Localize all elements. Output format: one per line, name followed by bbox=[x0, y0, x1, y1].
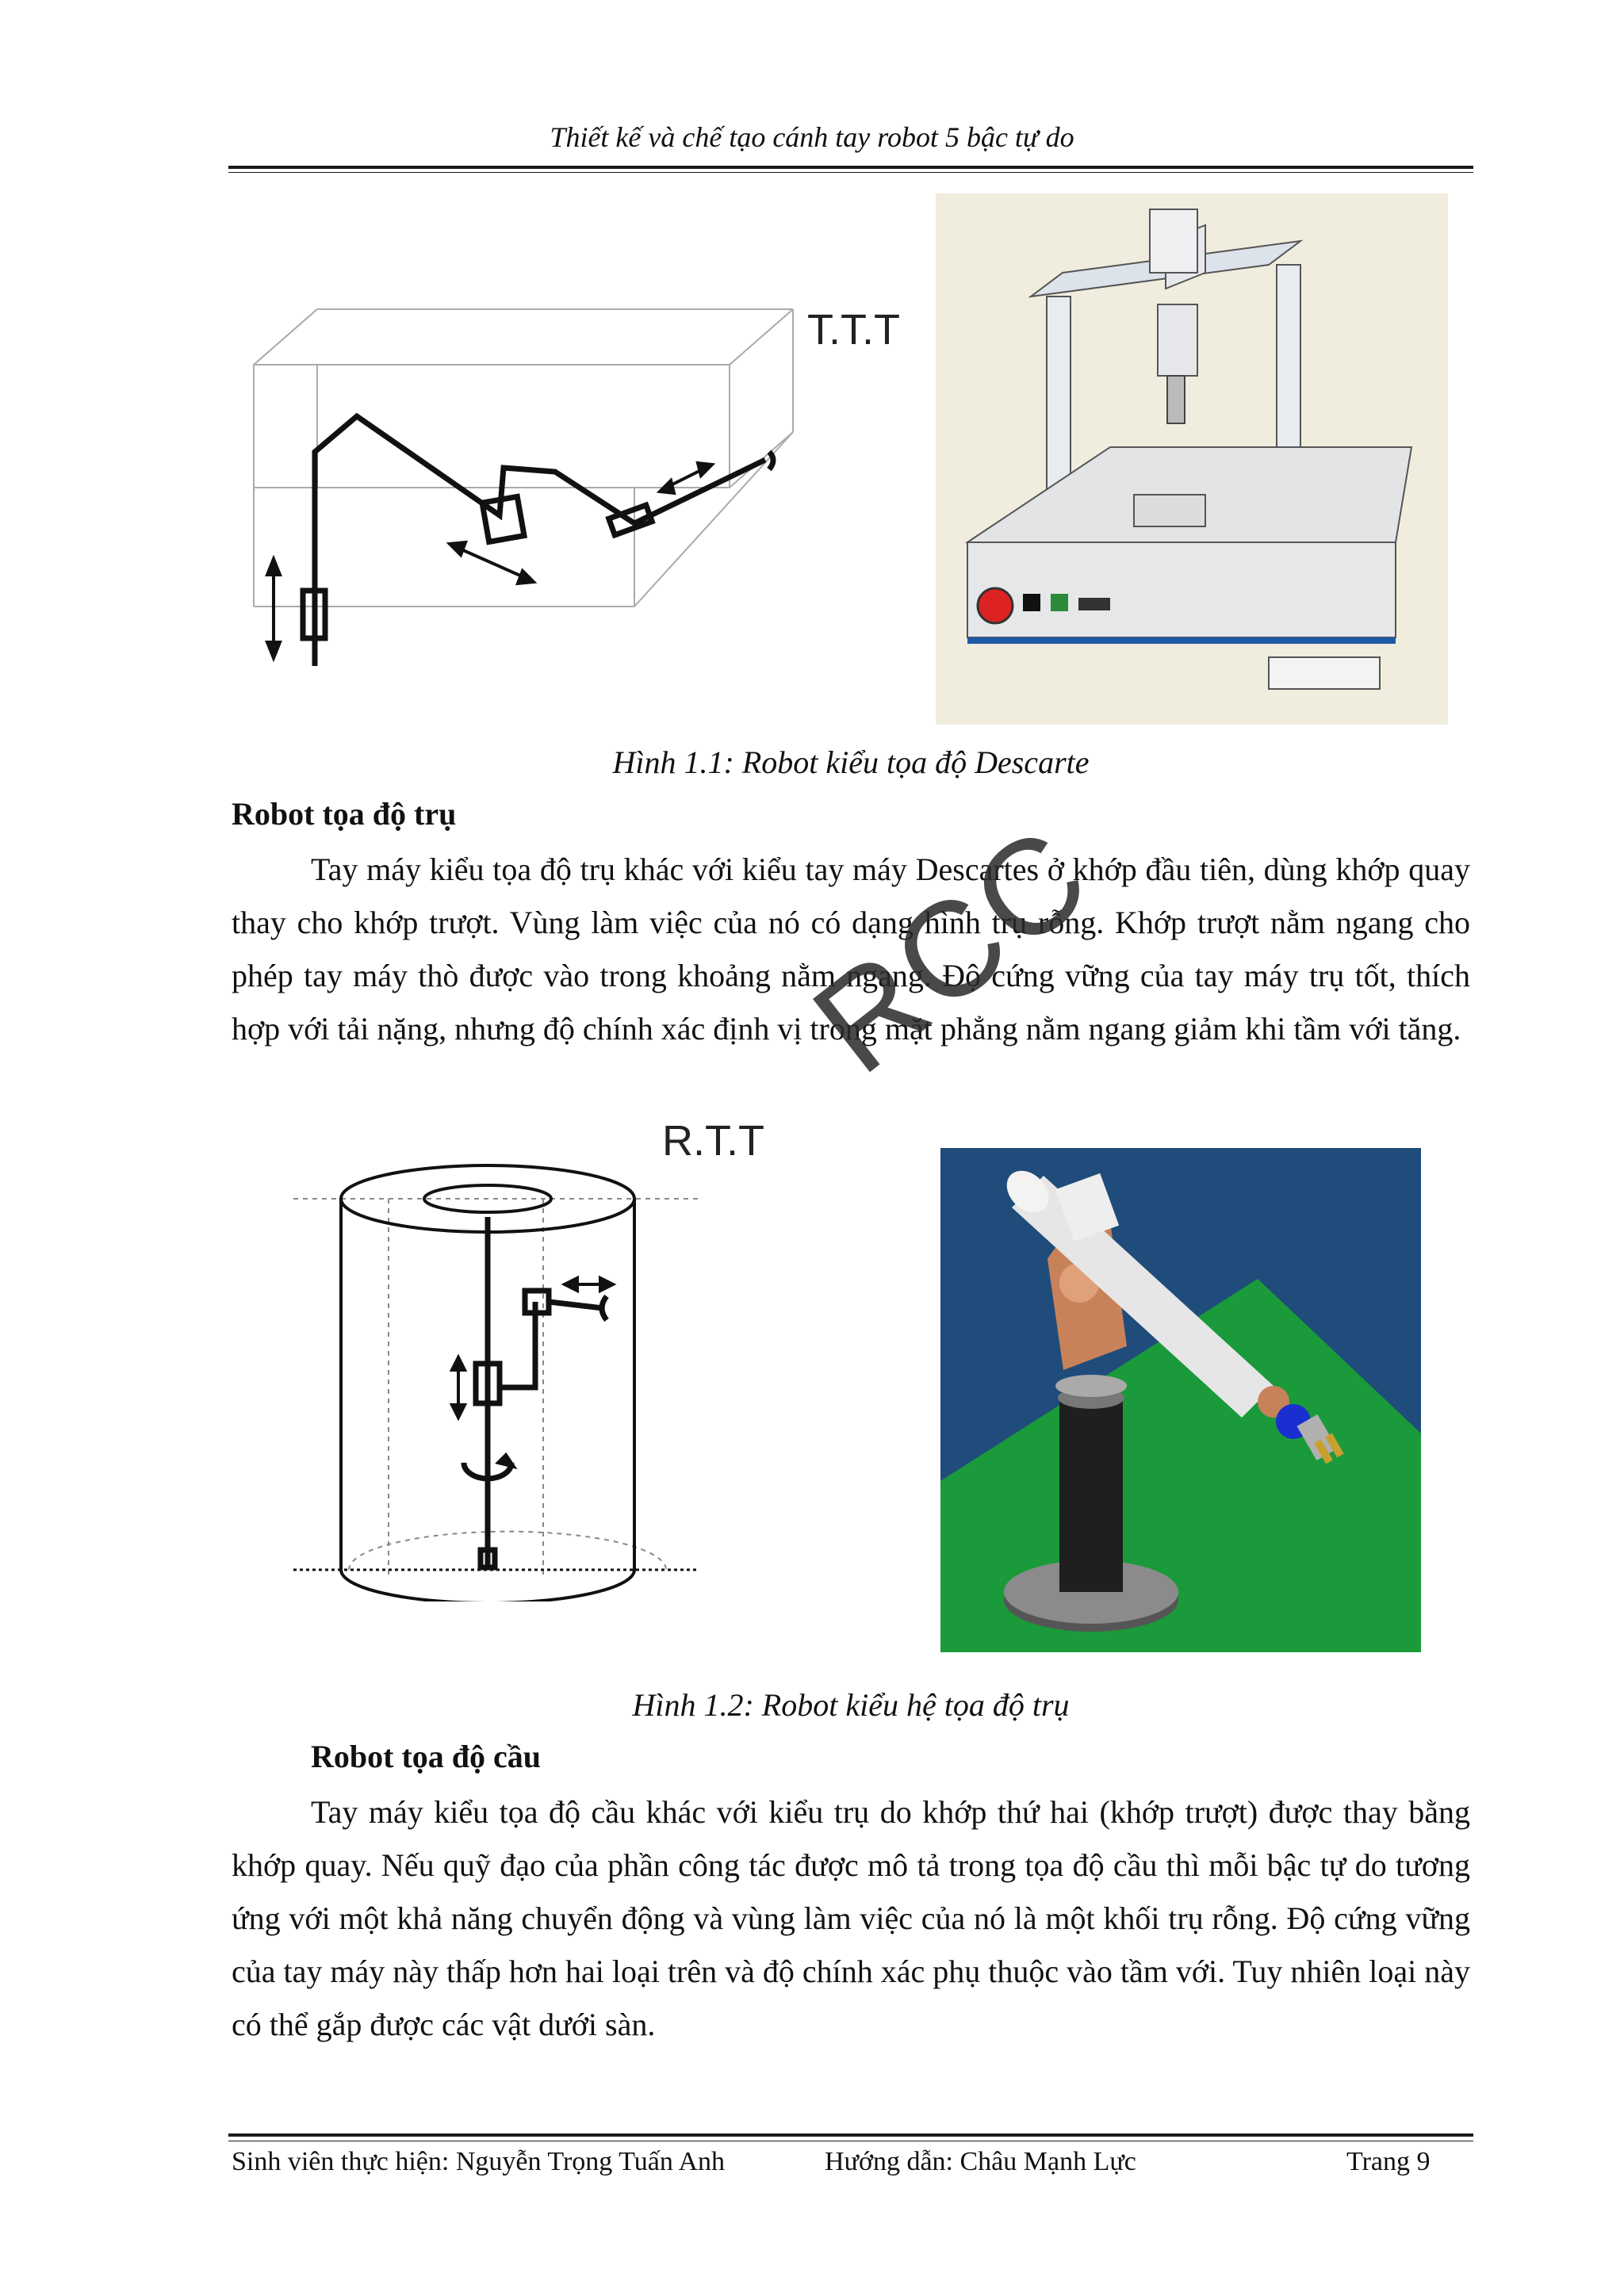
cylindrical-robot-schematic bbox=[293, 1150, 706, 1601]
footer-advisor: Hướng dẫn: Châu Mạnh Lực bbox=[825, 2147, 1136, 2176]
gantry-robot-illustration bbox=[936, 193, 1448, 725]
figure-1-2-caption: Hình 1.2: Robot kiểu hệ tọa độ trụ bbox=[632, 1687, 1070, 1723]
cylindrical-paragraph: Tay máy kiểu tọa độ trụ khác với kiểu tay máy Descartes ở khớp đầu tiên, dùng khớp quay thay cho khớp trượt. Vùng làm việc của nó có dạng hình trụ rỗng. Khớp trượt nằm ngang cho phép tay máy thò được vào trong khoảng nằm ngang. Độ cứng vững của tay máy trụ tốt, thích hợp với tải nặng, nhưng độ chính xác định vị trong mặt phẳng nằm ngang giảm khi tầm với tăng. bbox=[232, 851, 1470, 1047]
cartesian-robot-schematic bbox=[238, 293, 809, 690]
page-number: Trang 9 bbox=[1346, 2147, 1431, 2176]
rtt-label: R.T.T bbox=[662, 1117, 764, 1165]
running-title: Thiết kế và chế tạo cánh tay robot 5 bậc tự do bbox=[550, 121, 1074, 153]
footer-student: Sinh viên thực hiện: Nguyễn Trọng Tuấn Anh bbox=[232, 2147, 725, 2176]
header-rule-thin bbox=[228, 172, 1473, 173]
ttt-label: T.T.T bbox=[807, 306, 900, 354]
header-rule bbox=[228, 166, 1473, 169]
section-heading-cylindrical: Robot tọa độ trụ bbox=[232, 796, 457, 832]
cylindrical-robot-render bbox=[940, 1148, 1421, 1652]
section-heading-spherical: Robot tọa độ cầu bbox=[311, 1739, 542, 1774]
watermark: RCC bbox=[786, 798, 1117, 1102]
footer-rule bbox=[228, 2133, 1473, 2137]
figure-1-1-caption: Hình 1.1: Robot kiểu tọa độ Descarte bbox=[612, 744, 1090, 780]
spherical-paragraph: Tay máy kiểu tọa độ cầu khác với kiểu trụ do khớp thứ hai (khớp trượt) được thay bằng khớp quay. Nếu quỹ đạo của phần công tác được mô tả trong tọa độ cầu thì mỗi bậc tự do tương ứng với một khả năng chuyển động và vùng làm việc của nó là một khối trụ rỗng. Độ cứng vững của tay máy này thấp hơn hai loại trên và độ chính xác phụ thuộc vào tầm với. Tuy nhiên loại này có thể gắp được các vật dưới sàn. bbox=[232, 1794, 1470, 2042]
